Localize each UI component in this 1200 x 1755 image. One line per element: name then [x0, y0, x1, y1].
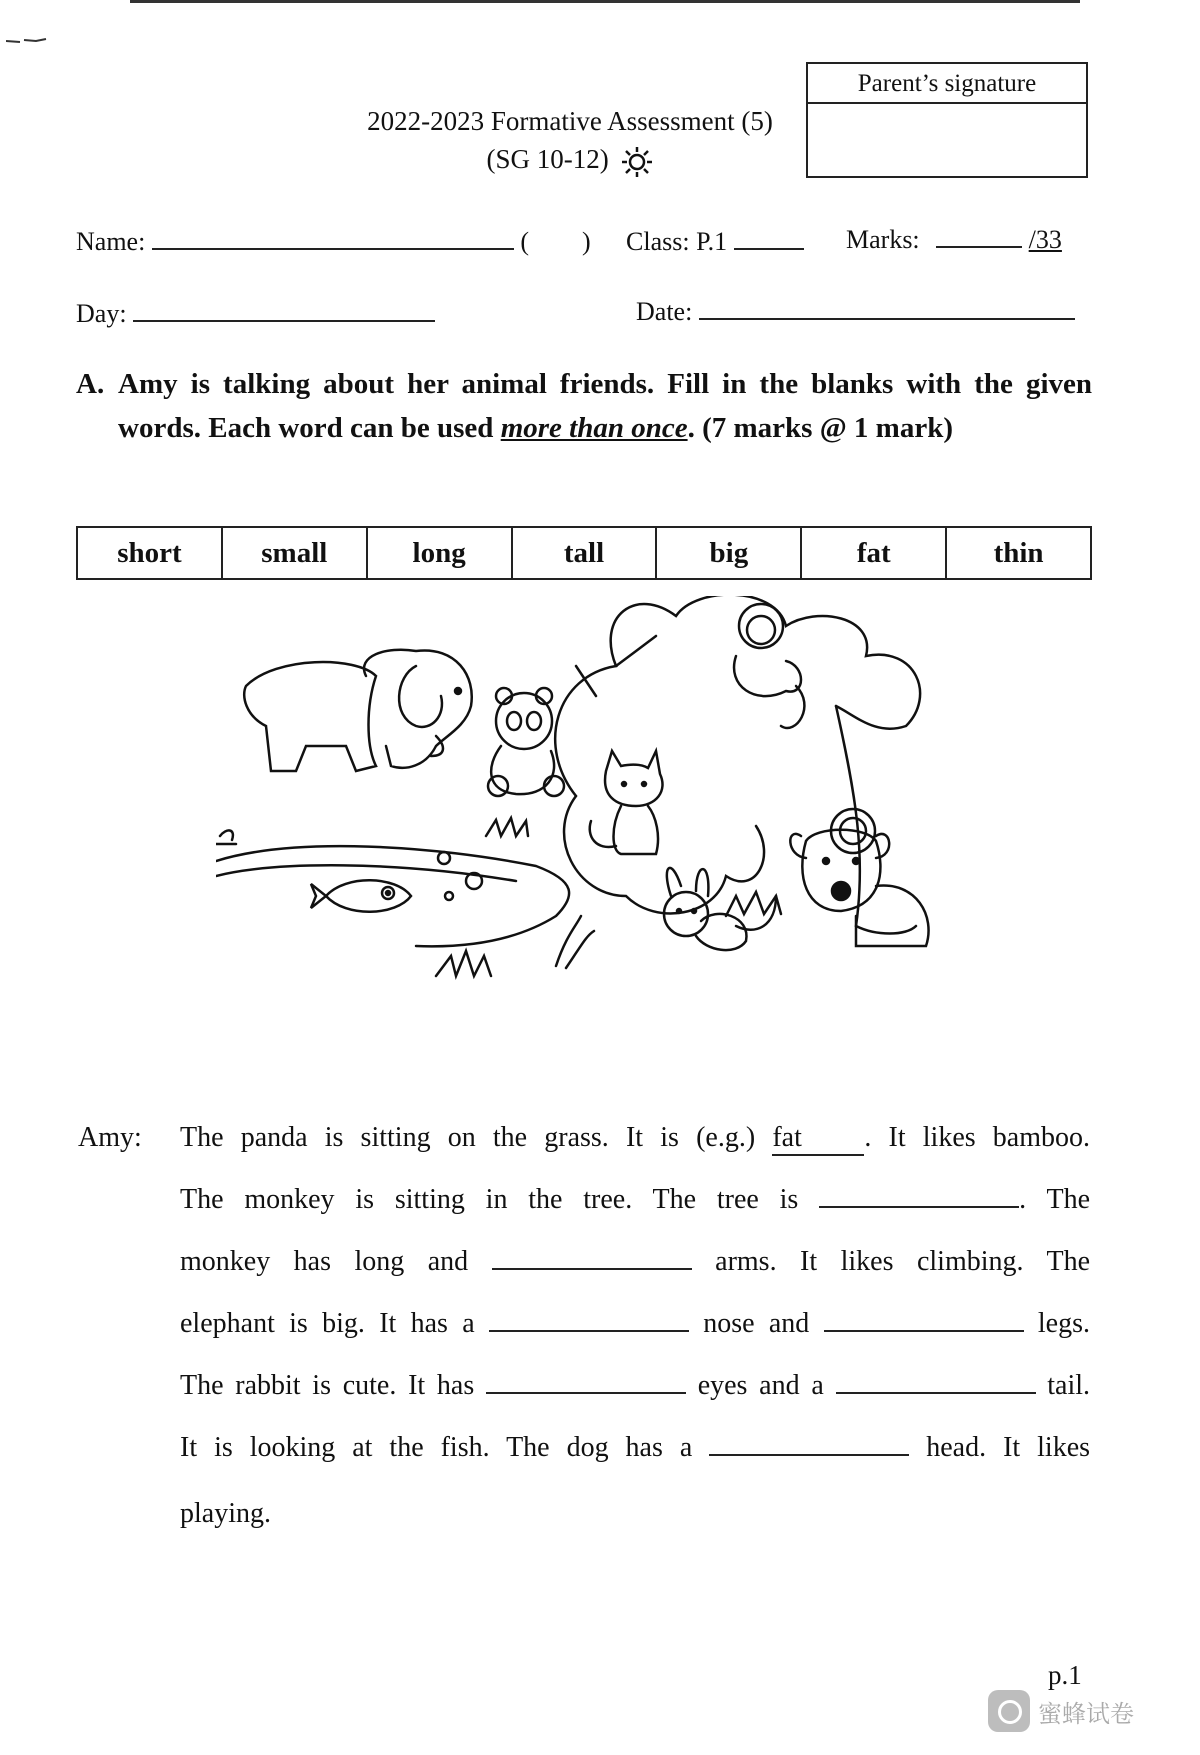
answer-blank-5[interactable] [486, 1370, 686, 1394]
passage-line-6 [180, 1432, 1090, 1464]
parent-signature-label: Parent’s signature [808, 64, 1086, 104]
marks-blank[interactable] [936, 224, 1022, 248]
question-number: A. [76, 368, 105, 400]
top-border [130, 0, 1080, 3]
question-instructions [118, 362, 1092, 450]
fish-drawing [311, 880, 411, 912]
class-number-close: ) [581, 227, 591, 256]
assessment-title: 2022-2023 Formative Assessment (5) [367, 106, 773, 136]
date-label: Date: [636, 297, 693, 326]
passage-text: legs. [1037, 1308, 1090, 1339]
passage-text: The panda is sitting on the grass. It is (e.g.) [180, 1122, 756, 1153]
answer-blank-1[interactable] [819, 1184, 1019, 1208]
day-field [76, 298, 435, 329]
passage-text: It is looking at the fish. The dog has a [180, 1432, 693, 1463]
passage-line-7 [180, 1498, 1090, 1530]
passage-line-4 [180, 1308, 1090, 1340]
answer-blank-2[interactable] [492, 1246, 692, 1270]
word-bank-cell: long [368, 528, 513, 578]
passage-text: nose and [703, 1308, 810, 1339]
watermark [988, 1690, 1134, 1732]
passage-line-2 [180, 1184, 1090, 1216]
date-blank[interactable] [699, 296, 1075, 320]
answer-blank-3[interactable] [489, 1308, 689, 1332]
tree-drawing [555, 596, 920, 934]
name-blank[interactable] [152, 226, 514, 250]
marks-total: /33 [1028, 225, 1062, 254]
passage-text: tail. [1047, 1370, 1091, 1401]
example-answer: fat [772, 1122, 864, 1156]
day-blank[interactable] [133, 298, 435, 322]
class-number-open: ( [520, 227, 529, 256]
panda-drawing [488, 688, 564, 796]
date-field [636, 296, 1075, 327]
word-bank-cell: fat [802, 528, 947, 578]
passage-text: head. It likes [926, 1432, 1091, 1463]
elephant-drawing [244, 650, 472, 771]
animal-scene-illustration [216, 596, 1016, 1076]
word-bank-cell: short [78, 528, 223, 578]
passage-line-3 [180, 1246, 1090, 1278]
class-label: Class: P.1 [626, 227, 728, 256]
word-bank-cell: small [223, 528, 368, 578]
word-bank-cell: tall [513, 528, 658, 578]
class-field [626, 226, 804, 257]
passage-text: . The [1019, 1184, 1090, 1215]
passage-line-1 [180, 1122, 1090, 1156]
passage-text: . It likes bamboo. [864, 1122, 1091, 1153]
passage-text: playing. [180, 1498, 271, 1529]
sun-icon [620, 145, 654, 179]
corner-scribble [6, 38, 48, 44]
marks-field [846, 224, 1062, 255]
day-label: Day: [76, 299, 127, 328]
speaker-label: Amy: [78, 1122, 142, 1153]
marks-label: Marks: [846, 225, 920, 254]
answer-blank-6[interactable] [836, 1370, 1036, 1394]
answer-blank-7[interactable] [709, 1432, 909, 1456]
watermark-text: 蜜蜂试卷 [1038, 1699, 1134, 1728]
class-blank[interactable] [734, 226, 804, 250]
passage-text: arms. It likes climbing. The [715, 1246, 1091, 1277]
name-field [76, 226, 591, 257]
level-code: (SG 10-12) [486, 144, 609, 174]
instruction-marks: . (7 marks @ 1 mark) [687, 412, 953, 444]
cat-drawing [590, 751, 663, 854]
word-bank-table [76, 526, 1092, 580]
passage-text: The rabbit is cute. It has [180, 1370, 475, 1401]
answer-blank-4[interactable] [824, 1308, 1024, 1332]
page-number: p.1 [1048, 1660, 1082, 1690]
passage-text: monkey has long and [180, 1246, 469, 1277]
watermark-logo-icon [988, 1690, 1030, 1732]
question-a [76, 362, 1092, 450]
passage-line-5 [180, 1370, 1090, 1402]
assessment-subtitle [330, 144, 810, 179]
word-bank-cell: big [657, 528, 802, 578]
passage-text: eyes and a [697, 1370, 824, 1401]
passage-text: The monkey is sitting in the tree. The tree is [180, 1184, 799, 1215]
instruction-text: Amy is talking about her animal friends. Fill in the blanks with the given words. Each word can be used [118, 368, 1092, 444]
grass-drawing [436, 818, 781, 976]
word-bank-cell: thin [993, 537, 1044, 569]
instruction-emphasis: more than once [500, 412, 688, 444]
parent-signature-box[interactable] [806, 62, 1088, 178]
passage-text: elephant is big. It has a [180, 1308, 475, 1339]
name-label: Name: [76, 227, 146, 256]
